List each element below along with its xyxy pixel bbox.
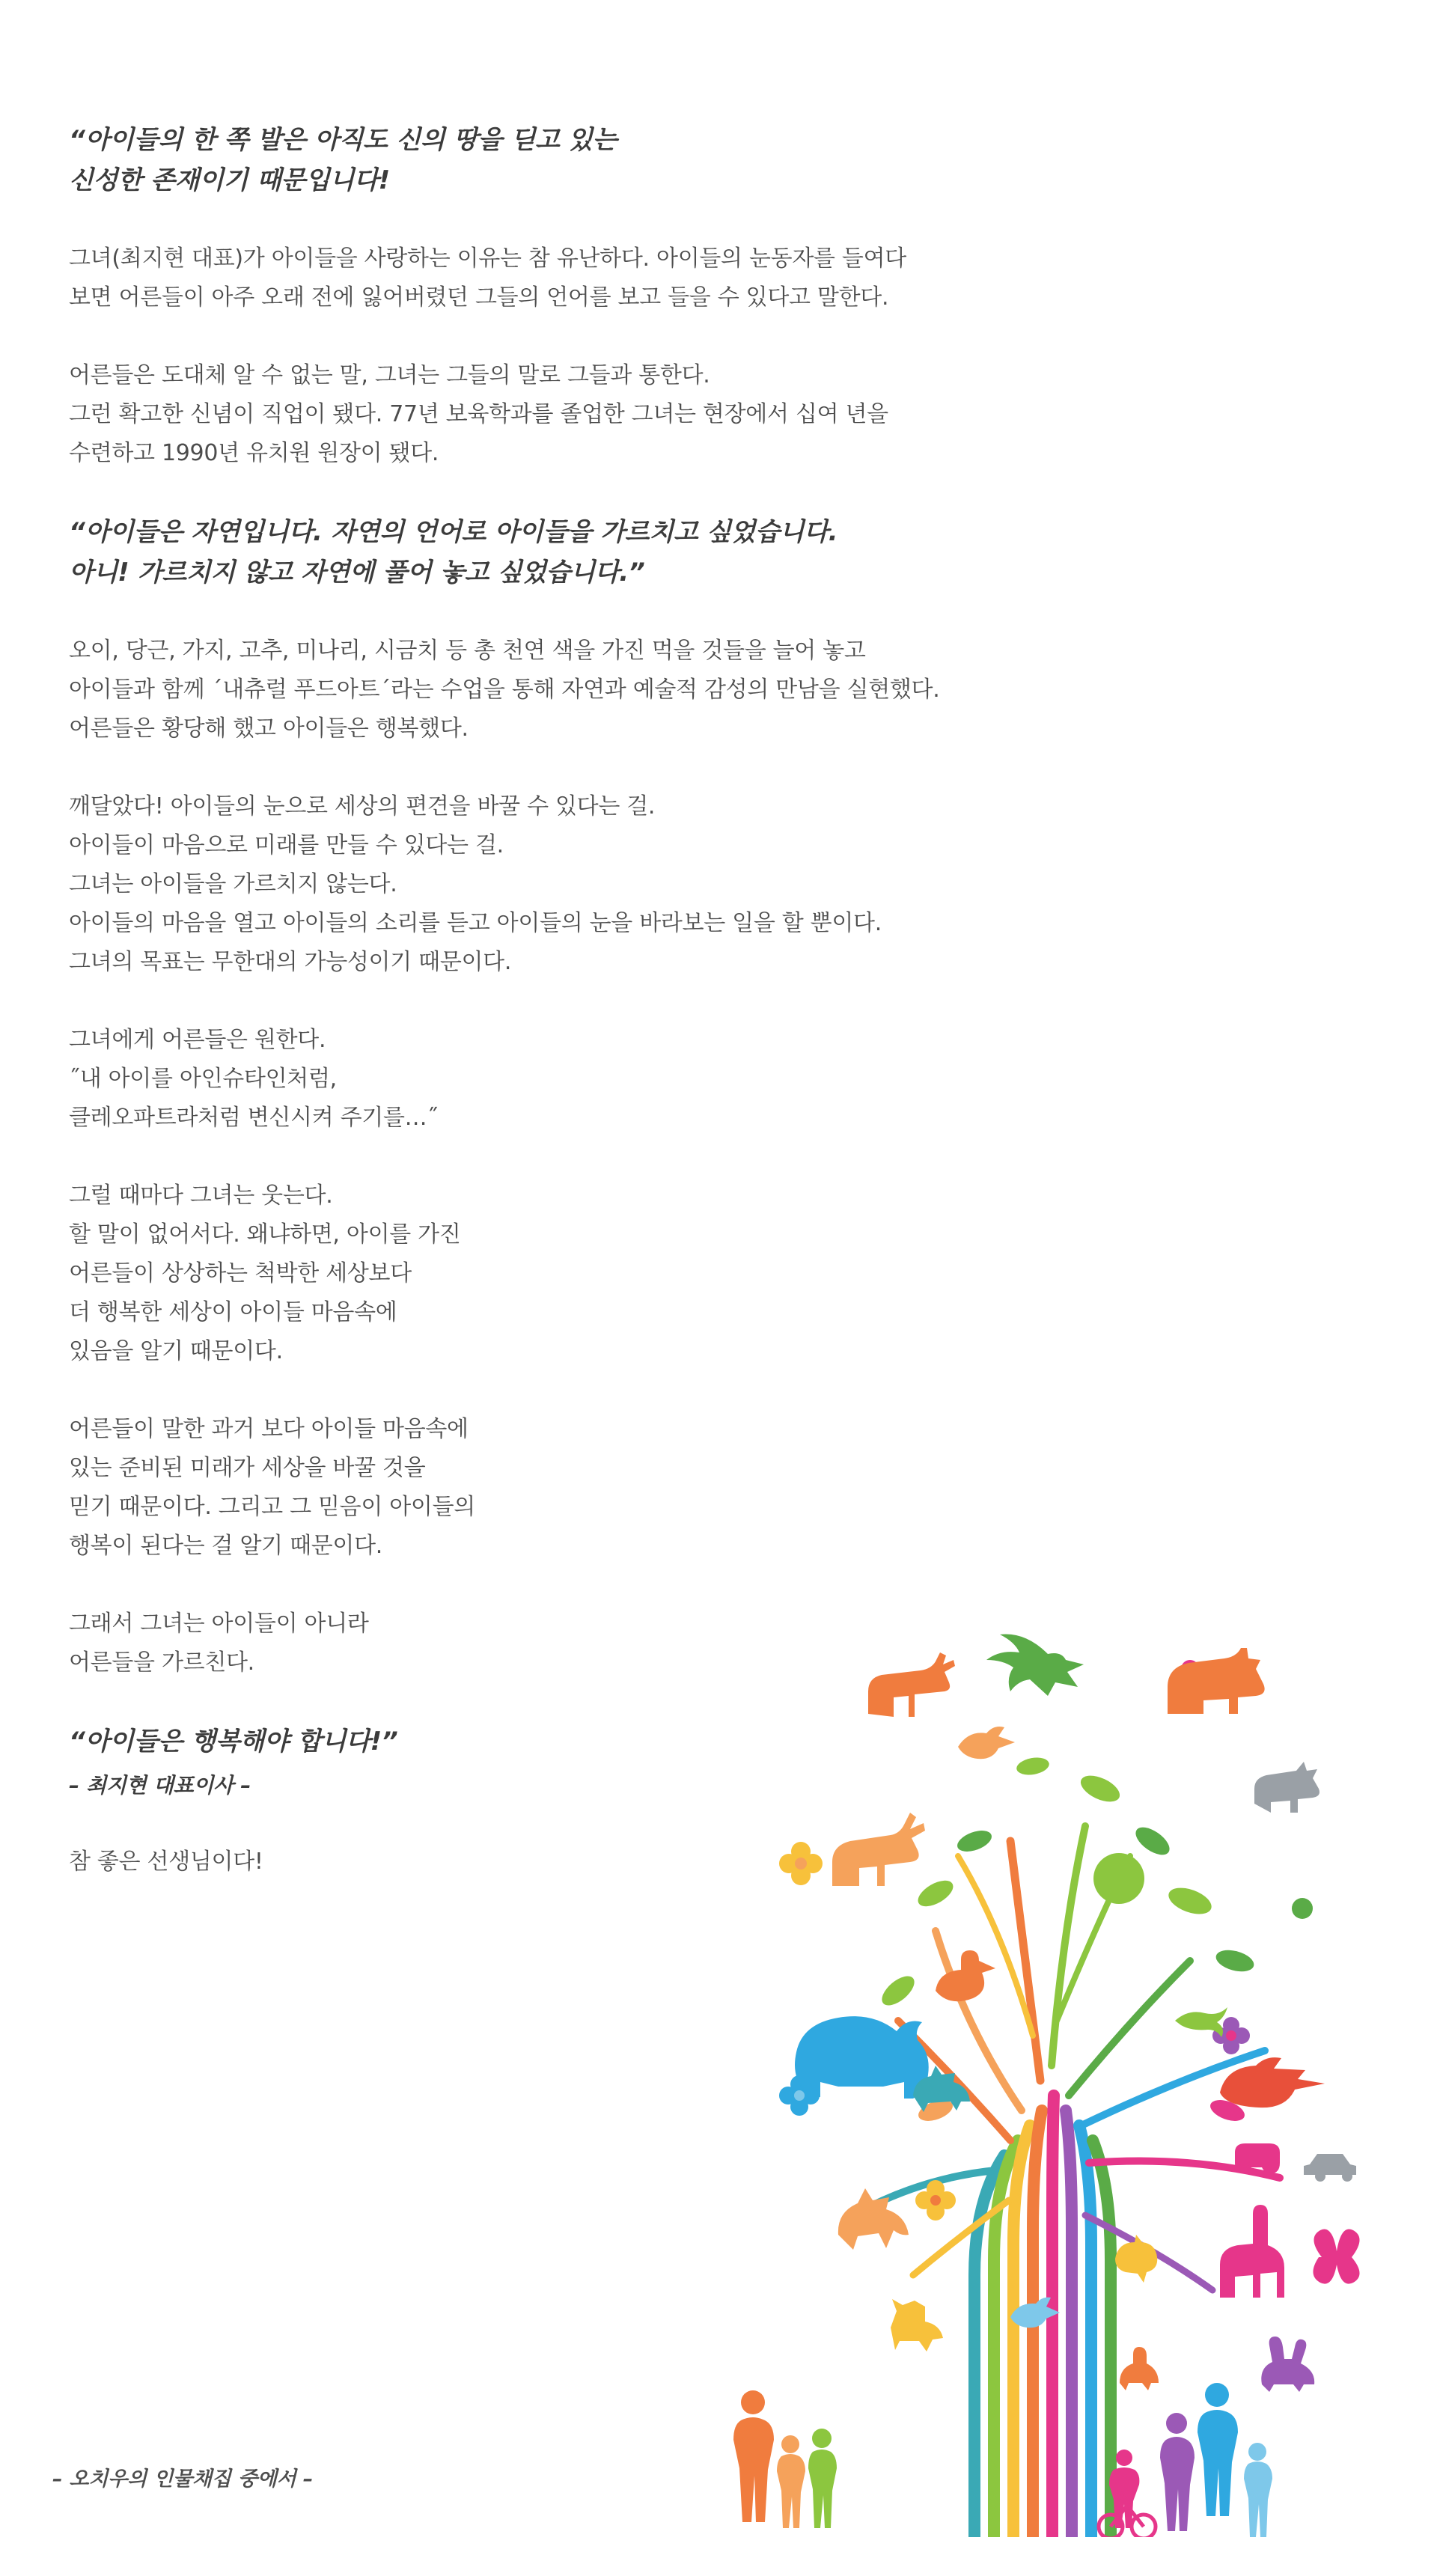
text-line: 보면 어른들이 아주 오래 전에 잃어버렸던 그들의 언어를 보고 들을 수 있다고 말한다. — [69, 284, 889, 311]
paragraph-6 — [69, 1176, 1236, 1371]
pull-quote-2 — [69, 512, 1236, 593]
text-line: 수련하고 1990년 유치원 원장이 됐다. — [69, 440, 439, 466]
text-line: 어른들은 도대체 알 수 없는 말, 그녀는 그들의 말로 그들과 통한다. — [69, 362, 710, 388]
text-line: “아이들은 자연입니다. 자연의 언어로 아이들을 가르치고 싶었습니다. — [69, 517, 838, 547]
text-line: 아이들이 마음으로 미래를 만들 수 있다는 걸. — [69, 832, 504, 858]
paragraph-4 — [69, 787, 1236, 982]
wolf-icon — [1254, 1762, 1319, 1813]
text-line: 그녀는 아이들을 가르치지 않는다. — [69, 871, 397, 897]
text-line: 할 말이 없어서다. 왜냐하면, 아이를 가진 — [69, 1221, 461, 1248]
cat-icon — [891, 2299, 943, 2351]
text-line: 어른들은 황당해 했고 아이들은 행복했다. — [69, 715, 469, 742]
paragraph-1 — [69, 239, 1236, 317]
text-line: 그런 확고한 신념이 직업이 됐다. 77년 보육학과를 졸업한 그녀는 현장에서 십여 년을 — [69, 401, 888, 427]
text-line: “아이들은 행복해야 합니다!” — [69, 1727, 398, 1756]
person-adult-purple — [1160, 2413, 1195, 2531]
text-line: 어른들이 말한 과거 보다 아이들 마음속에 — [69, 1416, 469, 1442]
text-line: 그녀의 목표는 무한대의 가능성이기 때문이다. — [69, 949, 512, 975]
source-credit: – 오치우의 인물채집 중에서 – — [52, 2467, 314, 2491]
text-line: 오이, 당근, 가지, 고추, 미나리, 시금치 등 총 천연 색을 가진 먹을 것들을 늘어 놓고 — [69, 638, 866, 664]
text-line: 어른들을 가르친다. — [69, 1649, 254, 1676]
animal-tree-illustration — [711, 1542, 1400, 2537]
giraffe-icon — [1220, 2205, 1284, 2298]
text-line: 깨달았다! 아이들의 눈으로 세상의 편견을 바꿀 수 있다는 걸. — [69, 793, 656, 820]
people-silhouettes — [733, 2383, 1272, 2537]
text-line: 있는 준비된 미래가 세상을 바꿀 것을 — [69, 1455, 426, 1481]
text-line: 클레오파트라처럼 변신시켜 주기를…˝ — [69, 1105, 439, 1131]
text-line: 아이들의 마음을 열고 아이들의 소리를 듣고 아이들의 눈을 바라보는 일을 할 뿐이다. — [69, 910, 882, 936]
moose-icon — [832, 1813, 925, 1886]
cardinal-icon — [1220, 2057, 1325, 2108]
text-line: 있음을 알기 때문이다. — [69, 1338, 283, 1364]
bear-icon — [1168, 1648, 1265, 1714]
person-child-green — [808, 2429, 837, 2528]
text-line: ˝내 아이를 아인슈타인처럼, — [69, 1066, 337, 1092]
rabbit-icon — [1261, 2337, 1314, 2392]
text-line: 그녀(최지현 대표)가 아이들을 사랑하는 이유는 참 유난하다. 아이들의 눈동자를 들여다 — [69, 245, 906, 272]
deer-icon — [868, 1652, 955, 1717]
car-icon — [1304, 2154, 1356, 2182]
lizard-icon — [1175, 2007, 1227, 2037]
text-line: 어른들이 상상하는 척박한 세상보다 — [69, 1260, 412, 1287]
person-adult-orange — [733, 2390, 774, 2522]
person-child-pink — [777, 2435, 805, 2528]
text-line: 믿기 때문이다. 그리고 그 믿음이 아이들의 — [69, 1494, 475, 1520]
paragraph-2 — [69, 356, 1236, 473]
bird-icon — [986, 1635, 1084, 1696]
text-line: “아이들의 한 쪽 발은 아직도 신의 땅을 딛고 있는 — [69, 125, 617, 155]
pull-quote-1 — [69, 120, 1236, 201]
text-line: 신성한 존재이기 때문입니다! — [69, 165, 390, 195]
paragraph-5 — [69, 1021, 1236, 1138]
controller-icon — [1235, 2143, 1280, 2173]
text-line: 더 행복한 세상이 아이들 마음속에 — [69, 1299, 397, 1325]
paragraph-3 — [69, 632, 1236, 748]
text-line: 아니! 가르치지 않고 자연에 풀어 놓고 싶었습니다.” — [69, 558, 645, 587]
text-line: 아이들과 함께 ´내츄럴 푸드아트´라는 수업을 통해 자연과 예술적 감성의 만남을 실현했다. — [69, 677, 940, 703]
text-line: 참 좋은 선생님이다! — [69, 1849, 263, 1875]
text-line: 그래서 그녀는 아이들이 아니라 — [69, 1611, 369, 1637]
person-adult-blue — [1198, 2383, 1238, 2516]
person-child-teal — [1244, 2443, 1272, 2537]
bird-small-icon — [958, 1727, 1015, 1759]
squirrel-icon — [1120, 2347, 1159, 2390]
text-line: – 최지현 대표이사 – — [69, 1773, 251, 1798]
text-line: 행복이 된다는 걸 알기 때문이다. — [69, 1533, 383, 1559]
butterfly-icon — [1313, 2229, 1359, 2284]
text-line: 그녀에게 어른들은 원한다. — [69, 1027, 326, 1053]
text-line: 그럴 때마다 그녀는 웃는다. — [69, 1182, 333, 1209]
chick-icon — [1115, 2235, 1157, 2283]
hippo-icon — [795, 2016, 929, 2099]
